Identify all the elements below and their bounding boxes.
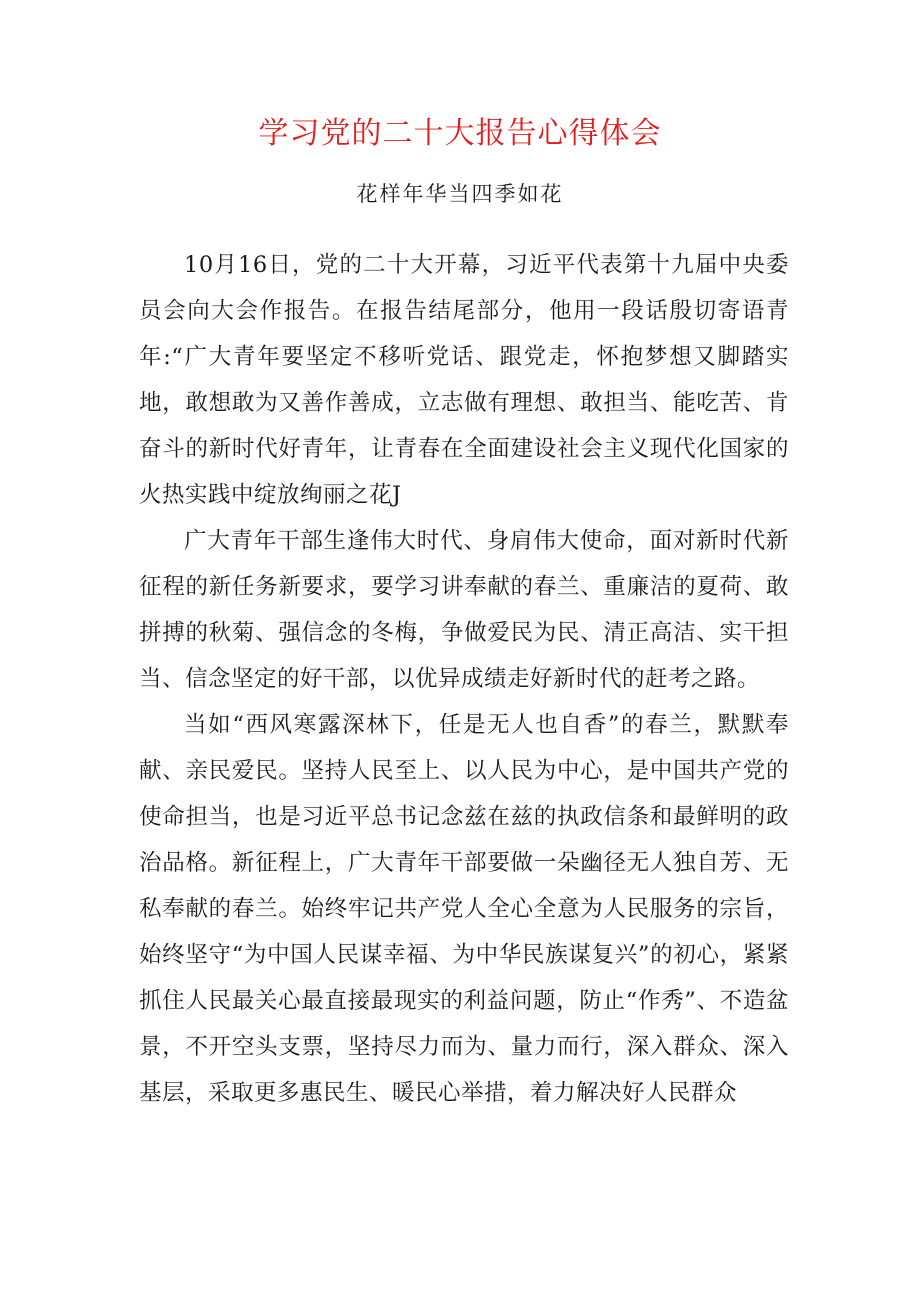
- document-body: [139, 242, 789, 1116]
- paragraph: 广大青年干部生逢伟大时代、身肩伟大使命，面对新时代新征程的新任务新要求，要学习讲奉献的春兰、重廉洁的夏荷、敢拼搏的秋菊、强信念的冬梅，争做爱民为民、清正高洁、实干担当、信念坚定的好干部，以优异成绩走好新时代的赶考之路。: [139, 528, 789, 692]
- document-author: 花样年华当四季如花: [356, 182, 564, 206]
- document-title: 学习党的二十大报告心得体会: [258, 116, 662, 151]
- paragraph: 当如“西风寒露深林下，任是无人也自香”的春兰，默默奉献、亲民爱民。坚持人民至上、以人民为中心，是中国共产党的使命担当，也是习近平总书记念兹在兹的执政信条和最鲜明的政治品格。新征程上，广大青年干部要做一朵幽径无人独自芳、无私奉献的春兰。始终牢记共产党人全心全意为人民服务的宗旨，始终坚守“为中国人民谋幸福、为中华民族谋复兴”的初心，紧紧抓住人民最关心最直接最现实的利益问题，防止“作秀”、不造盆景，不开空头支票，坚持尽力而为、量力而行，深入群众、深入基层，采取更多惠民生、暖民心举措，着力解决好人民群众: [139, 712, 789, 1106]
- paragraph: 10月16日，党的二十大开幕，习近平代表第十九届中央委员会向大会作报告。在报告结尾部分，他用一段话殷切寄语青年:“广大青年要坚定不移听党话、跟党走，怀抱梦想又脚踏实地，敢想敢为又善作善成，立志做有理想、敢担当、能吃苦、肯奋斗的新时代好青年，让青春在全面建设社会主义现代化国家的火热实践中绽放绚丽之花J: [139, 252, 789, 508]
